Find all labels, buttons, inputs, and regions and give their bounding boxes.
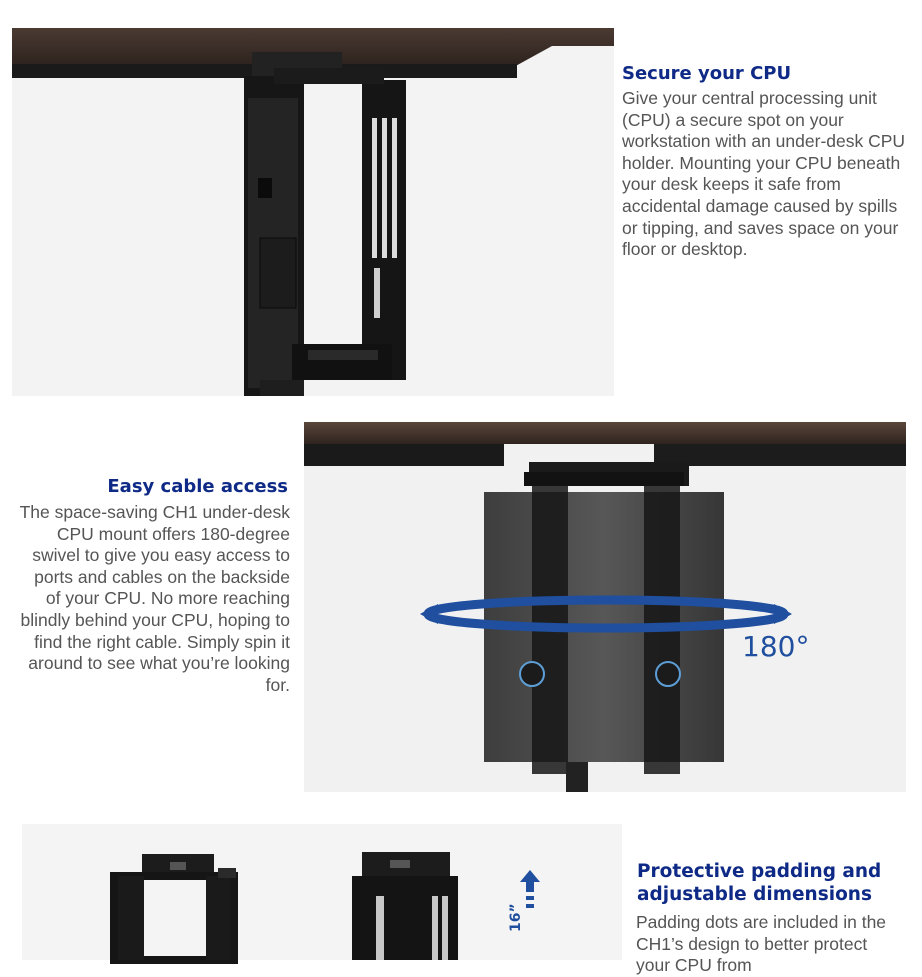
swivel-arrow-head-left <box>420 604 438 624</box>
dimension-arrow-head <box>520 870 540 882</box>
rotation-label: 180° <box>742 630 810 663</box>
cable-access-heading: Easy cable access <box>107 476 288 497</box>
secure-cpu-heading: Secure your CPU <box>622 63 792 84</box>
swivel-mount-photo <box>304 422 906 792</box>
under-desk-mount-photo <box>12 28 614 396</box>
mount-illustration <box>12 28 614 396</box>
adjustable-illustration <box>22 824 622 960</box>
dimension-label: 16” <box>508 903 524 932</box>
secure-cpu-description: Give your central processing unit (CPU) a secure spot on your workstation with an under-desk CPU holder. Mounting your CPU beneath your desk keeps it safe from accidental damage caused by spills or tipping, and saves space on your floor or desktop. <box>622 88 906 260</box>
adjustable-mount-photo <box>22 824 622 960</box>
swivel-arrow-head-right <box>774 604 792 624</box>
padding-description: Padding dots are included in the CH1’s design to better protect your CPU from <box>636 912 887 976</box>
padding-heading: Protective padding and adjustable dimensions <box>637 861 882 905</box>
cable-access-description: The space-saving CH1 under-desk CPU mount offers 180-degree swivel to give you easy access to ports and cables on the backside of your CPU. No more reaching blindly behind your CPU, hoping to find the right cable. Simply spin it around to see what you’re looking for. <box>19 502 290 695</box>
swivel-illustration <box>304 422 906 792</box>
